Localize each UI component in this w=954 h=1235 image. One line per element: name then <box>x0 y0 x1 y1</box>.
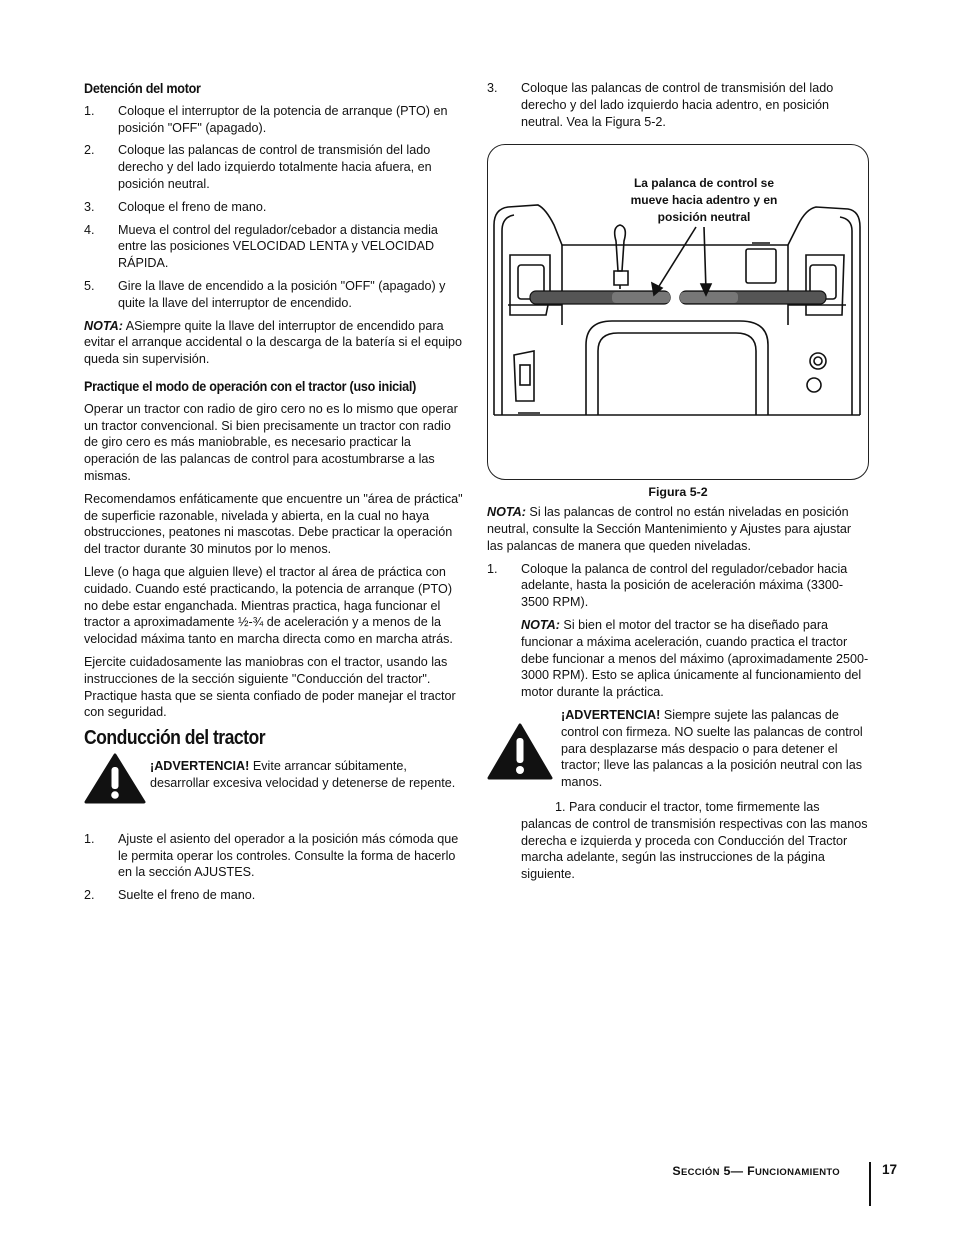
footer-text-part: ECCIÓN <box>680 1167 720 1178</box>
warning-label: ¡ADVERTENCIA! <box>561 707 661 722</box>
list-item <box>487 80 869 130</box>
step-text: Coloque la palanca de control del regulador/cebador hacia adelante, hasta la posición de aceleración máxima (3300-3500 RPM). <box>521 561 848 610</box>
body-paragraph: Recomendamos enfáticamente que encuentre un "área de práctica" de superficie razonable, nivelada y abierta, en la cual no haya obstrucciones, peatones ni mascotas. Debe practicar la operación del tractor durante 30 minutos por lo menos. <box>84 491 463 557</box>
heading-engine-stop: Detención del motor <box>84 80 201 96</box>
warning-triangle-icon <box>487 723 553 781</box>
note-text: Si las palancas de control no están niveladas en posición neutral, consulte la Sección Mantenimiento y Ajustes para ajustar las palancas de manera que queden niveladas. <box>487 505 852 553</box>
step-text: Coloque las palancas de control de transmisión del lado derecho y del lado izquierdo totalmente hacia afuera, en posición neutral. <box>118 143 432 191</box>
figure-5-2 <box>487 144 869 480</box>
body-paragraph: Lleve (o haga que alguien lleve) el tractor al área de práctica con cuidado. Cuando esté practicando, la potencia de arranque (PTO) no debe estar enganchada. Mientras practica, haga funcionar el tractor a aproximadamente ½-¾ de aceleración y a menos de la velocidad máxima tanto en marcha directa como en marcha atrás. <box>84 564 453 647</box>
list-item <box>487 561 869 611</box>
note-text: Si bien el motor del tractor se ha diseñado para funcionar a máxima aceleración, cuando practica el tractor debe funcionar a menos del máximo (aproximadamente 2500-3000 RPM). Esto se aplica únicamente al funcionamiento del motor durante la práctica. <box>521 617 869 700</box>
right-column <box>487 80 869 889</box>
step-text: Coloque las palancas de control de transmisión del lado derecho y del lado izquierdo hacia adentro, en posición neutral. Vea la Figura 5-2. <box>521 81 834 129</box>
step-text: Mueva el control del regulador/cebador a distancia media entre las posiciones VELOCIDAD LENTA y VELOCIDAD RÁPIDA. <box>118 222 438 271</box>
step-text: Coloque el interruptor de la potencia de arranque (PTO) en posición "OFF" (apagado). <box>118 103 448 135</box>
body-paragraph: Ejercite cuidadosamente las maniobras con el tractor, usando las instrucciones de la sección siguiente "Conducción del tractor". Practique hasta que se sienta confiado de poder manejar el tractor con seguridad. <box>84 654 456 720</box>
footer-text-part: S <box>672 1164 681 1178</box>
step-number: 5. <box>84 278 95 293</box>
note-ignition-key <box>84 318 468 368</box>
list-item <box>84 199 468 216</box>
step-number: 1. <box>487 561 498 576</box>
page-number: 17 <box>882 1162 898 1177</box>
list-item <box>84 222 468 272</box>
warning-text-block <box>150 758 468 792</box>
note-label: NOTA: <box>521 617 560 632</box>
step-text: Coloque el freno de mano. <box>118 199 267 214</box>
throttle-step-list <box>487 561 869 611</box>
warning-triangle-icon <box>84 753 146 805</box>
step-text: Suelte el freno de mano. <box>118 888 256 903</box>
step-number: 2. <box>84 143 95 158</box>
footer-section-label <box>640 1163 840 1182</box>
step-text: Ajuste el asiento del operador a la posición más cómoda que le permita operar los controles. Consulte la forma de hacerlo en la sección AJUSTES. <box>118 831 459 880</box>
step-3-list <box>487 80 869 130</box>
list-item <box>84 103 468 137</box>
heading-practice: Practique el modo de operación con el tractor (uso inicial) <box>84 377 417 394</box>
figure-callout-label: La palanca de control se mueve hacia adentro y en posición neutral <box>630 176 778 225</box>
figure-caption: Figura 5-2 <box>648 485 708 500</box>
left-column <box>84 80 468 910</box>
body-paragraph: Operar un tractor con radio de giro cero no es lo mismo que operar un tractor convencional. Si bien precisamente un tractor con radio de giro cero es más maniobrable, es necesario practicar la operación de las palancas de control para acostumbrarse a las mismas. <box>84 401 458 483</box>
step-number: 3. <box>84 199 95 214</box>
warning-label: ¡ADVERTENCIA! <box>150 758 250 773</box>
warning-block <box>84 753 468 805</box>
note-rpm <box>487 617 869 701</box>
note-label: NOTA: <box>84 318 123 333</box>
list-item <box>84 831 468 881</box>
step-number: 1. <box>84 831 95 846</box>
footer-divider <box>869 1162 871 1206</box>
note-levels <box>487 504 869 554</box>
step-number: 2. <box>84 888 95 903</box>
warning-text: Siempre sujete las palancas de control con firmeza. NO suelte las palancas de control para desplazarse más despacio o para detener el tractor; lleve las palancas a la posición neutral con las manos. <box>561 707 863 790</box>
warning-block-right <box>487 707 869 793</box>
footer-text-part: 5— F <box>719 1164 755 1178</box>
footer-text-part: UNCIONAMIENTO <box>754 1167 840 1178</box>
final-instruction: 1. Para conducir el tractor, tome firmemente las palancas de control de transmisión respectivas con las manos derecha e izquierda y proceda con Conducción del Tractor marcha adelante, según las instrucciones de la página siguiente. <box>521 799 868 882</box>
practice-paragraphs <box>84 401 468 721</box>
step-text: Gire la llave de encendido a la posición "OFF" (apagado) y quite la llave del interruptor de encendido. <box>118 278 446 310</box>
warning-text: Evite arrancar súbitamente, desarrollar excesiva velocidad y detenerse de repente. <box>150 758 456 790</box>
list-item <box>84 278 468 312</box>
heading-driving: Conducción del tractor <box>84 727 266 750</box>
note-label: NOTA: <box>487 505 526 520</box>
list-item <box>84 887 468 904</box>
step-number: 3. <box>487 81 498 95</box>
list-item <box>84 142 468 192</box>
note-text: ASiempre quite la llave del interruptor de encendido para evitar el arranque accidental o la descarga de la batería si el equipo queda sin supervisión. <box>84 318 463 367</box>
driving-steps <box>84 831 468 904</box>
step-number: 4. <box>84 222 95 237</box>
step-number: 1. <box>84 103 95 118</box>
engine-stop-steps <box>84 103 468 312</box>
